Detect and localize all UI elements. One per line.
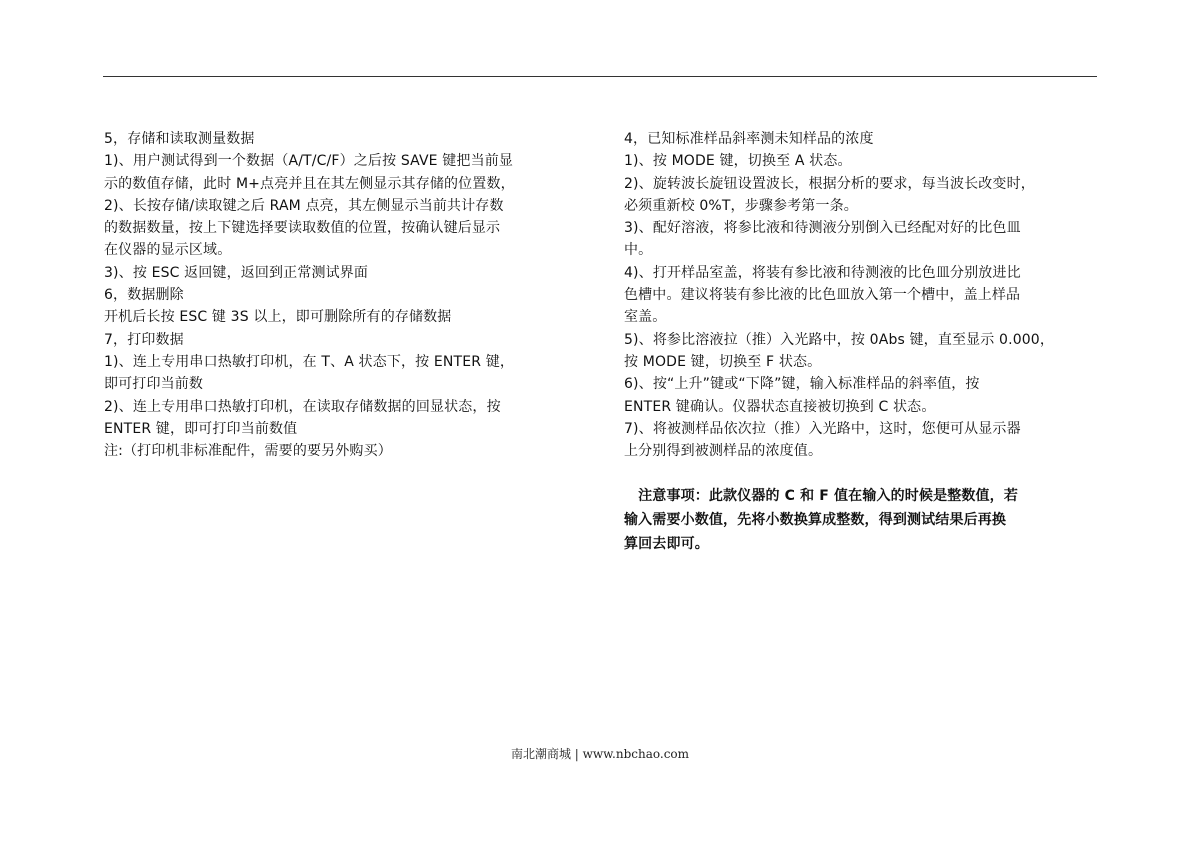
- text-line: ENTER 键确认。仪器状态直接被切换到 C 状态。: [624, 398, 936, 415]
- text-line: 色槽中。建议将装有参比液的比色皿放入第一个槽中，盖上样品: [624, 287, 1021, 304]
- header-rule: [103, 76, 1097, 77]
- text-line: 开机后长按 ESC 键 3S 以上，即可删除所有的存储数据: [104, 309, 452, 326]
- note-line: 输入需要小数值，先将小数换算成整数，得到测试结果后再换: [624, 512, 1007, 528]
- text-line: 即可打印当前数: [104, 376, 204, 393]
- text-line: 的数据数量，按上下键选择要读取数值的位置，按确认键后显示: [104, 220, 501, 237]
- text-line: 上分别得到被测样品的浓度值。: [624, 443, 823, 460]
- text-line: 示的数值存储，此时 M+点亮并且在其左侧显示其存储的位置数，: [104, 175, 515, 192]
- note-line: 注意事项：此款仪器的 C 和 F 值在输入的时候是整数值，若: [624, 488, 1018, 504]
- text-line: 1)、用户测试得到一个数据（A/T/C/F）之后按 SAVE 键把当前显: [104, 153, 514, 170]
- text-line: 5，存储和读取测量数据: [104, 131, 255, 147]
- note-line: 算回去即可。: [624, 536, 709, 552]
- footer-site-link[interactable]: 南北潮商城 | www.nbchao.com: [510, 747, 690, 761]
- text-line: 7)、将被测样品依次拉（推）入光路中，这时，您便可从显示器: [624, 420, 1021, 437]
- text-line: 2)、旋转波长旋钮设置波长，根据分析的要求，每当波长改变时，: [624, 175, 1035, 192]
- text-line: 4，已知标准样品斜率测未知样品的浓度: [624, 131, 874, 147]
- left-column: [104, 128, 580, 462]
- text-line: 3)、按 ESC 返回键，返回到正常测试界面: [104, 264, 369, 281]
- text-line: 在仪器的显示区域。: [104, 242, 232, 259]
- text-line: 室盖。: [624, 309, 667, 326]
- text-line: 注:（打印机非标准配件，需要的要另外购买）: [104, 443, 392, 460]
- text-line: 中。: [624, 242, 653, 259]
- right-column: [624, 128, 1104, 462]
- text-line: 3)、配好溶液，将参比液和待测液分别倒入已经配对好的比色皿: [624, 220, 1021, 237]
- text-line: 4)、打开样品室盖，将装有参比液和待测液的比色皿分别放进比: [624, 264, 1021, 281]
- text-line: 按 MODE 键，切换至 F 状态。: [624, 353, 822, 370]
- text-line: 必须重新校 0%T，步骤参考第一条。: [624, 197, 858, 214]
- text-line: 5)、将参比溶液拉（推）入光路中，按 0Abs 键，直至显示 0.000，: [624, 331, 1055, 348]
- text-line: 6)、按“上升”键或“下降”键，输入标准样品的斜率值，按: [624, 376, 980, 393]
- text-line: 1)、按 MODE 键，切换至 A 状态。: [624, 153, 852, 170]
- text-line: 2)、连上专用串口热敏打印机，在读取存储数据的回显状态，按: [104, 398, 501, 415]
- text-line: 7，打印数据: [104, 331, 184, 348]
- text-line: 2)、长按存储/读取键之后 RAM 点亮，其左侧显示当前共计存数: [104, 197, 504, 214]
- text-line: 6，数据删除: [104, 287, 184, 304]
- caution-note: [624, 484, 1104, 556]
- text-line: ENTER 键，即可打印当前数值: [104, 420, 298, 437]
- text-line: 1)、连上专用串口热敏打印机，在 T、A 状态下，按 ENTER 键，: [104, 353, 514, 370]
